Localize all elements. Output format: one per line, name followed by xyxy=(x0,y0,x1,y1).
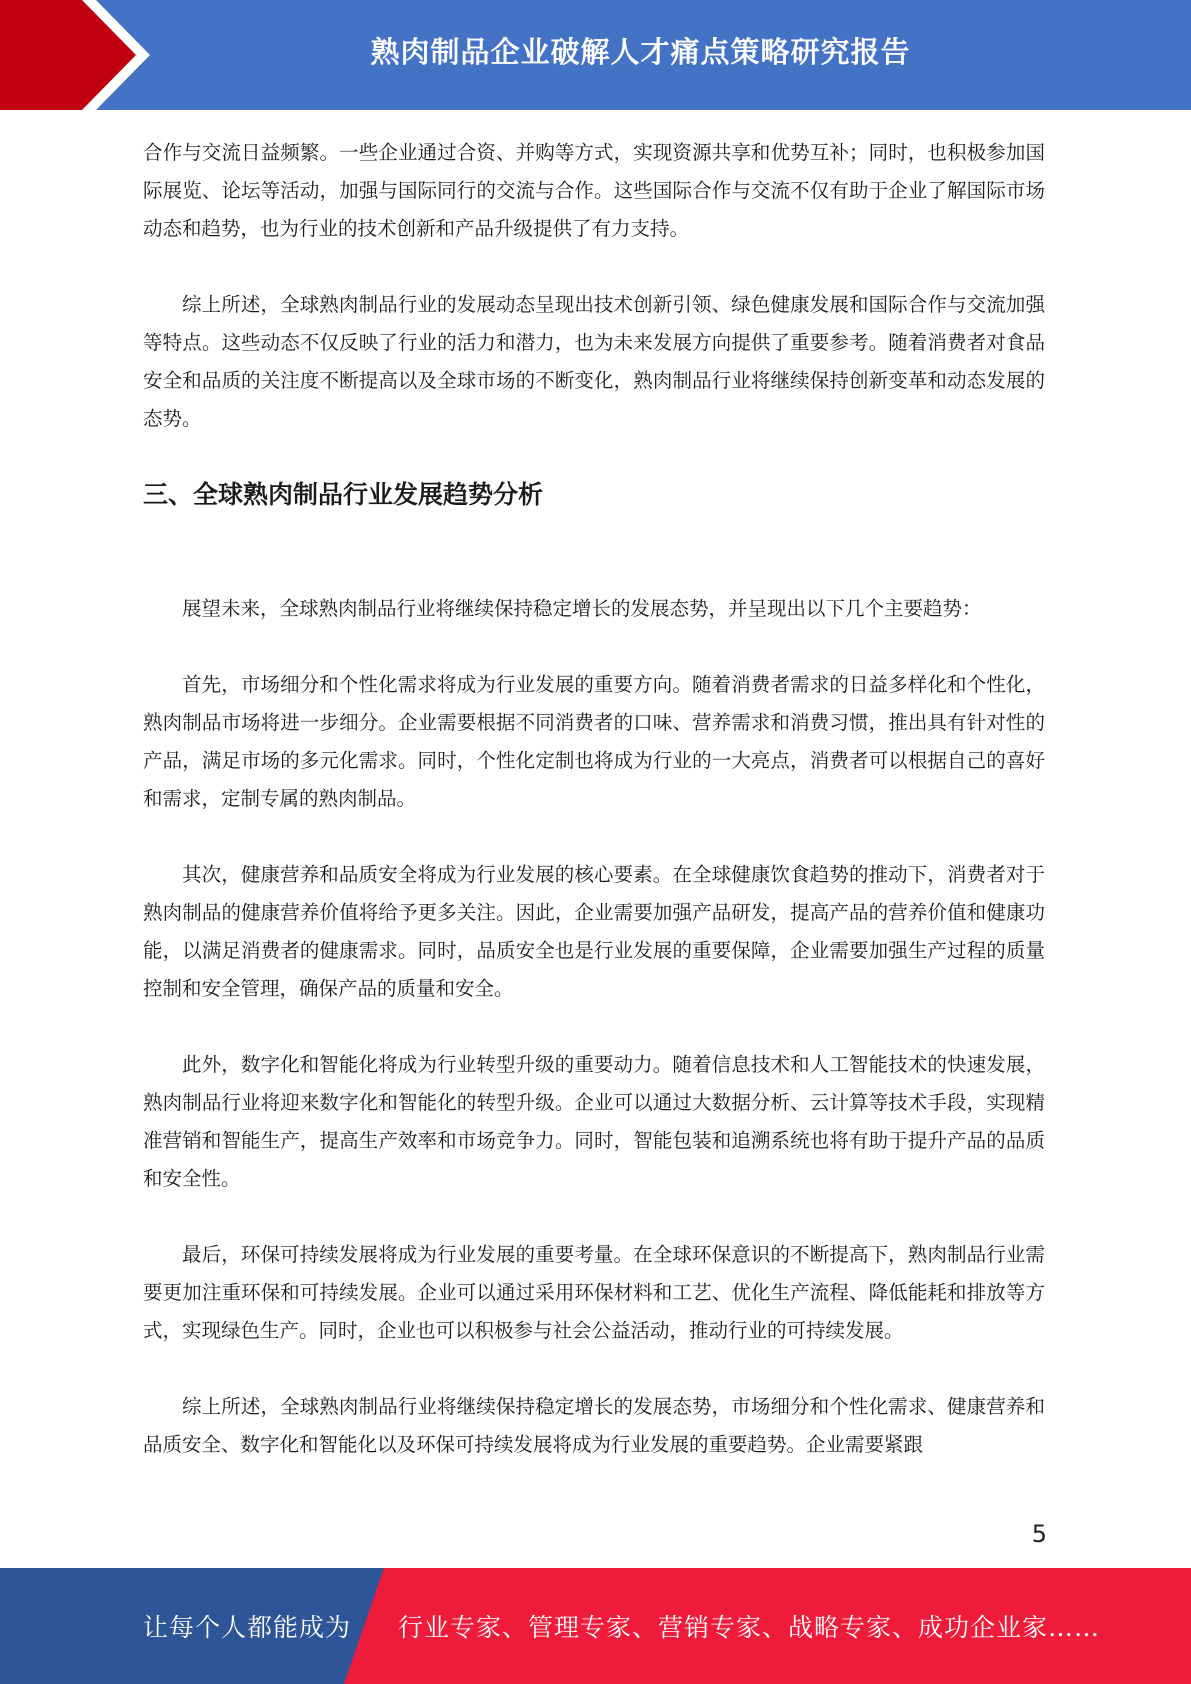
document-body xyxy=(143,134,1045,1464)
header-title: 熟肉制品企业破解人才痛点策略研究报告 xyxy=(370,34,911,69)
page-number: 5 xyxy=(1031,1520,1047,1548)
paragraph: 综上所述，全球熟肉制品行业的发展动态呈现出技术创新引领、绿色健康发展和国际合作与交流加强等特点。这些动态不仅反映了行业的活力和潜力，也为未来发展方向提供了重要参考。随着消费者对食品安全和品质的关注度不断提高以及全球市场的不断变化，熟肉制品行业将继续保持创新变革和动态发展的态势。 xyxy=(143,293,1045,430)
paragraph: 首先，市场细分和个性化需求将成为行业发展的重要方向。随着消费者需求的日益多样化和个性化，熟肉制品市场将进一步细分。企业需要根据不同消费者的口味、营养需求和消费习惯，推出具有针对性的产品，满足市场的多元化需求。同时，个性化定制也将成为行业的一大亮点，消费者可以根据自己的喜好和需求，定制专属的熟肉制品。 xyxy=(143,673,1045,810)
paragraph: 最后，环保可持续发展将成为行业发展的重要考量。在全球环保意识的不断提高下，熟肉制品行业需要更加注重环保和可持续发展。企业可以通过采用环保材料和工艺、优化生产流程、降低能耗和排放等方式，实现绿色生产。同时，企业也可以积极参与社会公益活动，推动行业的可持续发展。 xyxy=(143,1243,1045,1342)
paragraph: 综上所述，全球熟肉制品行业将继续保持稳定增长的发展态势，市场细分和个性化需求、健康营养和品质安全、数字化和智能化以及环保可持续发展将成为行业发展的重要趋势。企业需要紧跟 xyxy=(143,1395,1045,1456)
paragraph: 展望未来，全球熟肉制品行业将继续保持稳定增长的发展态势，并呈现出以下几个主要趋势： xyxy=(182,597,982,620)
footer-slogan-right: 行业专家、管理专家、营销专家、战略专家、成功企业家…… xyxy=(398,1613,1101,1642)
header-banner xyxy=(0,0,1191,110)
footer-slogan-left: 让每个人都能成为 xyxy=(143,1613,352,1642)
paragraph: 合作与交流日益频繁。一些企业通过合资、并购等方式，实现资源共享和优势互补；同时，也积极参加国际展览、论坛等活动，加强与国际同行的交流与合作。这些国际合作与交流不仅有助于企业了解国际市场动态和趋势，也为行业的技术创新和产品升级提供了有力支持。 xyxy=(143,141,1045,240)
footer-banner xyxy=(0,1568,1191,1684)
paragraph: 其次，健康营养和品质安全将成为行业发展的核心要素。在全球健康饮食趋势的推动下，消费者对于熟肉制品的健康营养价值将给予更多关注。因此，企业需要加强产品研发，提高产品的营养价值和健康功能，以满足消费者的健康需求。同时，品质安全也是行业发展的重要保障，企业需要加强生产过程的质量控制和安全管理，确保产品的质量和安全。 xyxy=(143,863,1045,1000)
section-heading: 三、全球熟肉制品行业发展趋势分析 xyxy=(143,480,544,509)
paragraph: 此外，数字化和智能化将成为行业转型升级的重要动力。随着信息技术和人工智能技术的快速发展，熟肉制品行业将迎来数字化和智能化的转型升级。企业可以通过大数据分析、云计算等技术手段，实现精准营销和智能生产，提高生产效率和市场竞争力。同时，智能包装和追溯系统也将有助于提升产品的品质和安全性。 xyxy=(143,1053,1045,1190)
